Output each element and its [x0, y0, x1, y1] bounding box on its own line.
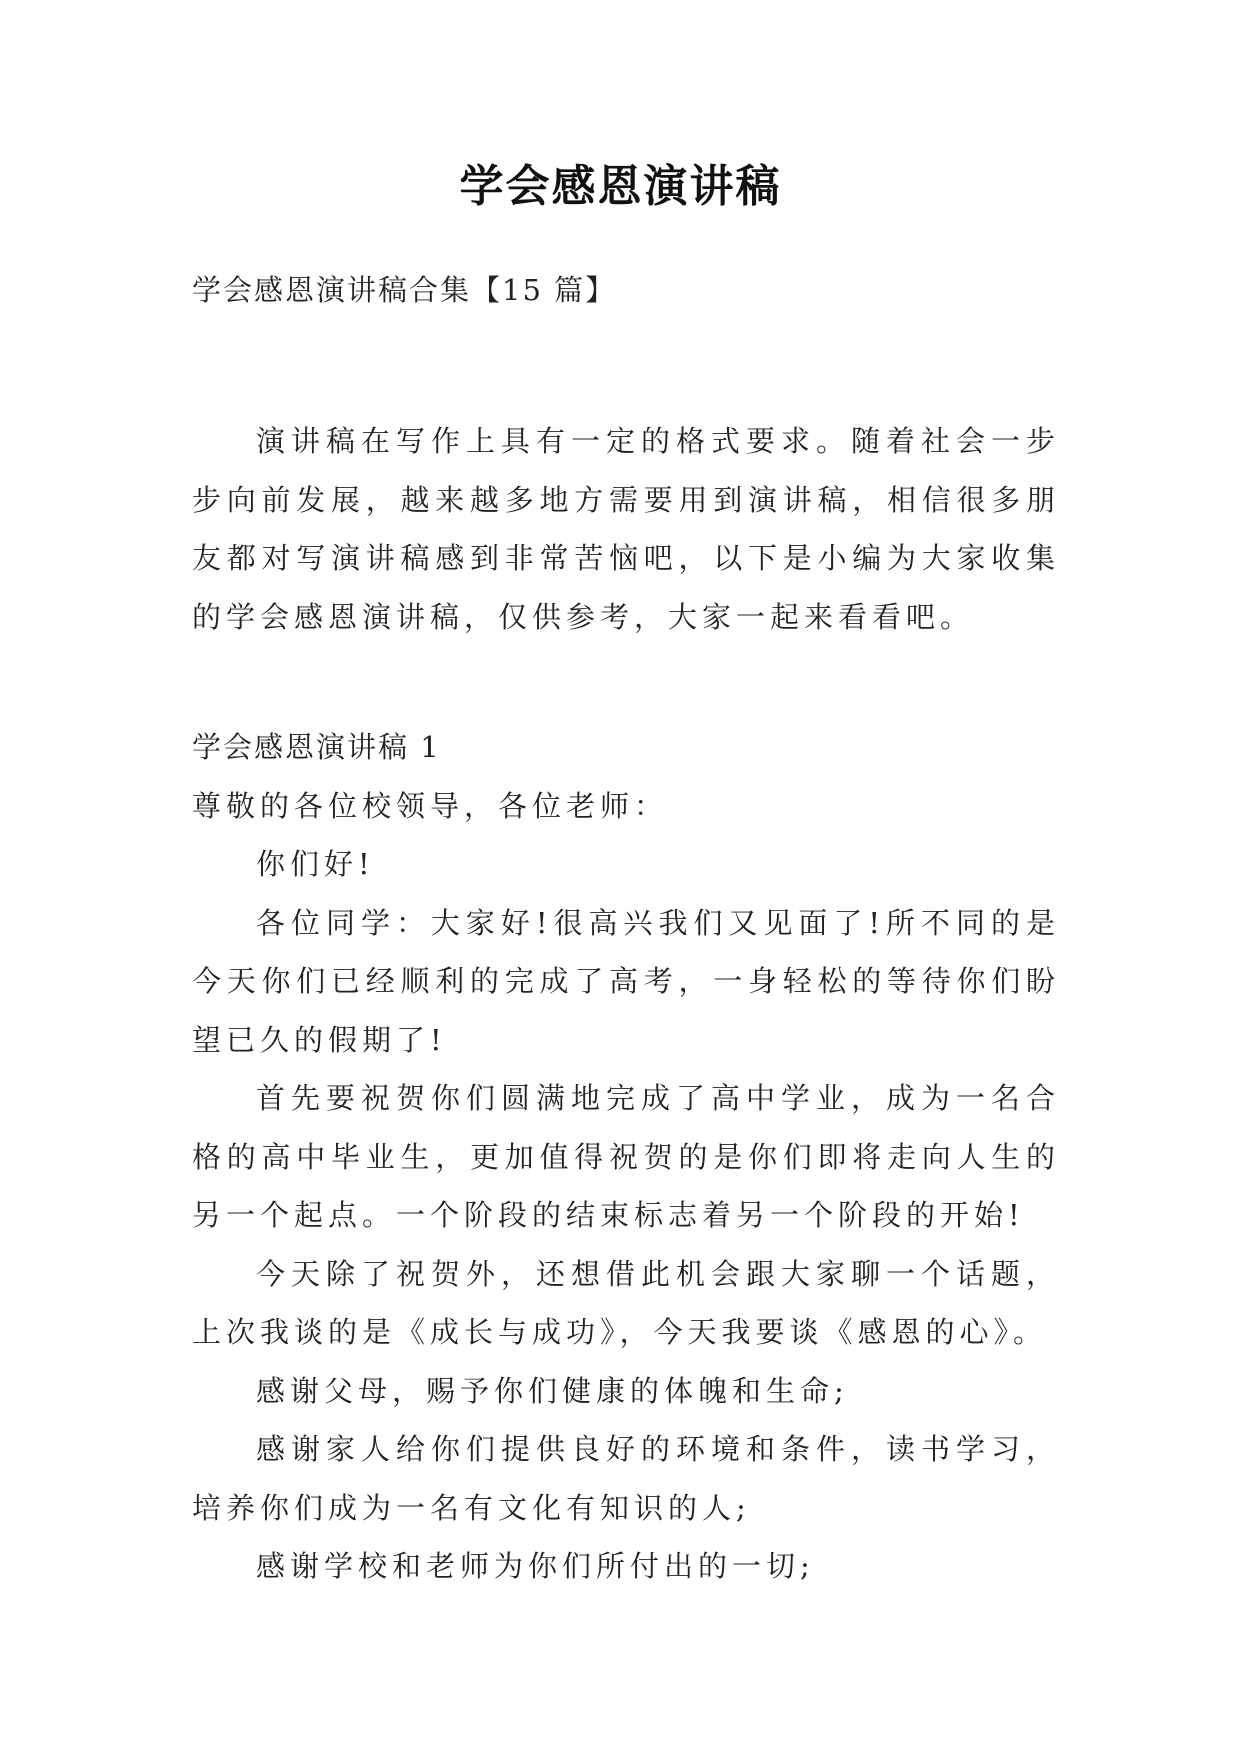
document-subtitle: 学会感恩演讲稿合集【15 篇】 [192, 273, 617, 307]
body-paragraph: 感谢父母，赐予你们健康的体魄和生命; [256, 1373, 849, 1408]
body-paragraph: 首先要祝贺你们圆满地完成了高中学业，成为一名合格的高中毕业生，更加值得祝贺的是你们即将走向人生的另一个起点。一个阶段的结束标志着另一个阶段的开始! [192, 1081, 1060, 1232]
body-paragraph: 感谢学校和老师为你们所付出的一切; [256, 1549, 815, 1583]
body-paragraph: 感谢家人给你们提供良好的环境和条件，读书学习，培养你们成为一名有文化有知识的人; [192, 1432, 1060, 1525]
section-heading: 学会感恩演讲稿 1 [192, 730, 441, 764]
body-paragraph: 各位同学：大家好!很高兴我们又见面了!所不同的是今天你们已经顺利的完成了高考，一身轻松的等待你们盼望已久的假期了! [192, 905, 1060, 1057]
intro-paragraph: 演讲稿在写作上具有一定的格式要求。随着社会一步步向前发展，越来越多地方需要用到演讲稿，相信很多朋友都对写演讲稿感到非常苦恼吧，以下是小编为大家收集的学会感恩演讲稿，仅供参考，大家一起来看看吧。 [192, 424, 1060, 634]
salutation: 尊敬的各位校领导，各位老师： [192, 788, 669, 823]
document-title: 学会感恩演讲稿 [459, 161, 782, 212]
document-body [192, 412, 1060, 1596]
body-paragraph: 今天除了祝贺外，还想借此机会跟大家聊一个话题，上次我谈的是《成长与成功》，今天我要谈《感恩的心》。 [192, 1256, 1060, 1349]
body-paragraph: 你们好! [256, 847, 375, 881]
